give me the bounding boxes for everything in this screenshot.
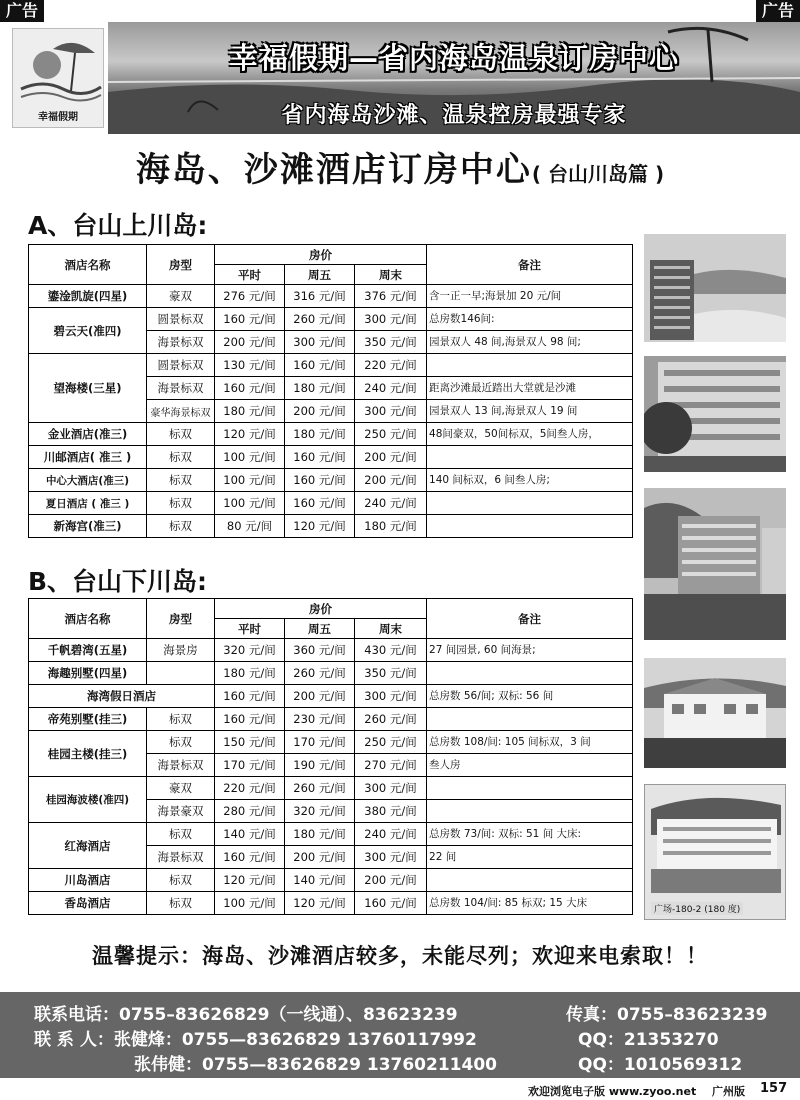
contact-phone: 联系电话：0755–83626829（一线通）、83623239 [34, 1005, 458, 1025]
hotel-name: 海趣别墅(四星) [29, 662, 147, 685]
price-weekend: 250 元/间 [355, 731, 427, 754]
table-row [29, 892, 633, 915]
note: 含一正一早;海景加 20 元/间 [427, 285, 633, 308]
room-type: 标双 [147, 515, 215, 538]
note: 27 间园景, 60 间海景; [427, 639, 633, 662]
note [427, 800, 633, 823]
hotel-name: 香岛酒店 [29, 892, 147, 915]
table-row [29, 423, 633, 446]
hotel-name: 帝苑别墅(挂三) [29, 708, 147, 731]
contact-person-2: 张伟健：0755—83626829 13760211400 [134, 1055, 497, 1075]
warm-tip: 温馨提示：海岛、沙滩酒店较多，未能尽列；欢迎来电索取！！ [92, 944, 708, 968]
room-type: 标双 [147, 423, 215, 446]
price-friday: 170 元/间 [285, 731, 355, 754]
price-weekend: 430 元/间 [355, 639, 427, 662]
hotel-name: 鎏淦凯旋(四星) [29, 285, 147, 308]
note: 距离沙滩最近踏出大堂就是沙滩 [427, 377, 633, 400]
price-friday: 180 元/间 [285, 423, 355, 446]
note: 总房数 108/间: 105 间标双，3 间 [427, 731, 633, 754]
room-type: 标双 [147, 869, 215, 892]
price-weekday: 100 元/间 [215, 492, 285, 515]
table-row [29, 685, 633, 708]
note [427, 492, 633, 515]
room-type: 海景房 [147, 639, 215, 662]
hotel-name: 川邮酒店( 准三 ) [29, 446, 147, 469]
table-row [29, 731, 633, 754]
room-type: 圆景标双 [147, 308, 215, 331]
price-weekday: 130 元/间 [215, 354, 285, 377]
table-row [29, 285, 633, 308]
price-weekday: 100 元/间 [215, 446, 285, 469]
photo-caption: 广场-180-2 (180 度) [651, 902, 743, 915]
price-weekend: 220 元/间 [355, 354, 427, 377]
contact-panel [0, 992, 800, 1078]
note: 总房数146间: [427, 308, 633, 331]
hotel-photo-building-trees [644, 356, 786, 472]
note: 园景双人 48 间,海景双人 98 间; [427, 331, 633, 354]
banner-title: 幸福假期—省内海岛温泉订房中心 [228, 41, 679, 75]
price-weekday: 200 元/间 [215, 331, 285, 354]
price-weekday: 160 元/间 [215, 377, 285, 400]
price-friday: 260 元/间 [285, 662, 355, 685]
price-weekend: 300 元/间 [355, 777, 427, 800]
price-friday: 120 元/间 [285, 515, 355, 538]
price-friday: 360 元/间 [285, 639, 355, 662]
section-b-title: B、台山下川岛: [28, 567, 208, 596]
price-friday: 260 元/间 [285, 777, 355, 800]
room-type: 豪双 [147, 285, 215, 308]
section-b-rate-table [28, 598, 633, 915]
note [427, 354, 633, 377]
contact-qq-1: QQ：21353270 [578, 1030, 719, 1050]
section-a-title: A、台山上川岛: [28, 211, 208, 240]
note: 48间豪双，50间标双，5间叁人房， [427, 423, 633, 446]
price-friday: 160 元/间 [285, 354, 355, 377]
header-weekday: 平时 [215, 265, 285, 285]
price-weekend: 200 元/间 [355, 869, 427, 892]
banner [0, 22, 800, 134]
price-friday: 200 元/间 [285, 846, 355, 869]
price-weekday: 180 元/间 [215, 662, 285, 685]
price-friday: 140 元/间 [285, 869, 355, 892]
table-row [29, 777, 633, 800]
table-row [29, 308, 633, 331]
room-type: 圆景标双 [147, 354, 215, 377]
table-row [29, 354, 633, 377]
price-weekend: 200 元/间 [355, 469, 427, 492]
price-weekday: 80 元/间 [215, 515, 285, 538]
room-type: 标双 [147, 708, 215, 731]
table-row [29, 469, 633, 492]
header-room: 房型 [147, 599, 215, 639]
price-weekend: 350 元/间 [355, 331, 427, 354]
hotel-name: 千帆碧湾(五星) [29, 639, 147, 662]
room-type [147, 662, 215, 685]
price-friday: 180 元/间 [285, 377, 355, 400]
room-type: 海景豪双 [147, 800, 215, 823]
ad-label-right: 广告 [756, 0, 800, 22]
hotel-name: 碧云天(准四) [29, 308, 147, 354]
page-title [0, 142, 800, 191]
hotel-name: 桂园海波楼(准四) [29, 777, 147, 823]
hotel-name: 金业酒店(准三) [29, 423, 147, 446]
note: 140 间标双，6 间叁人房; [427, 469, 633, 492]
page-number: 157 [760, 1081, 788, 1096]
price-weekday: 120 元/间 [215, 869, 285, 892]
price-weekday: 180 元/间 [215, 400, 285, 423]
price-weekend: 180 元/间 [355, 515, 427, 538]
room-type: 海景标双 [147, 377, 215, 400]
room-type: 标双 [147, 892, 215, 915]
note [427, 446, 633, 469]
price-weekend: 300 元/间 [355, 846, 427, 869]
note: 总房数 73/间: 双标: 51 间 大床: [427, 823, 633, 846]
page-title-suffix: ( 台山川岛篇 ) [531, 162, 665, 186]
room-type: 标双 [147, 731, 215, 754]
price-weekday: 150 元/间 [215, 731, 285, 754]
room-type: 海景标双 [147, 846, 215, 869]
price-weekday: 100 元/间 [215, 892, 285, 915]
hotel-name: 红海酒店 [29, 823, 147, 869]
page-footer [0, 1080, 800, 1100]
table-row [29, 708, 633, 731]
header-weekend: 周末 [355, 265, 427, 285]
price-weekday: 160 元/间 [215, 708, 285, 731]
hotel-name: 中心大酒店(准三) [29, 469, 147, 492]
header-hotel: 酒店名称 [29, 599, 147, 639]
room-type: 海景标双 [147, 754, 215, 777]
hotel-photo-hillside-building [644, 488, 786, 640]
table-row [29, 869, 633, 892]
price-weekend: 300 元/间 [355, 308, 427, 331]
note [427, 708, 633, 731]
room-type: 标双 [147, 446, 215, 469]
room-type: 标双 [147, 823, 215, 846]
section-a-rate-table [28, 244, 633, 538]
hotel-name: 望海楼(三星) [29, 354, 147, 423]
note [427, 662, 633, 685]
price-friday: 320 元/间 [285, 800, 355, 823]
footer-edition: 广州版 [712, 1085, 745, 1098]
price-friday: 300 元/间 [285, 331, 355, 354]
hotel-name: 桂园主楼(挂三) [29, 731, 147, 777]
price-weekend: 240 元/间 [355, 492, 427, 515]
table-row [29, 639, 633, 662]
price-weekend: 200 元/间 [355, 446, 427, 469]
price-weekend: 260 元/间 [355, 708, 427, 731]
price-friday: 160 元/间 [285, 469, 355, 492]
contact-qq-2: QQ：1010569312 [578, 1055, 743, 1075]
price-friday: 260 元/间 [285, 308, 355, 331]
price-weekday: 120 元/间 [215, 423, 285, 446]
hotel-photo-beach-tower [644, 234, 786, 342]
room-type: 标双 [147, 492, 215, 515]
table-row [29, 492, 633, 515]
note [427, 869, 633, 892]
price-weekday: 140 元/间 [215, 823, 285, 846]
price-friday: 180 元/间 [285, 823, 355, 846]
price-weekend: 300 元/间 [355, 400, 427, 423]
header-price: 房价 [215, 599, 427, 619]
banner-subtitle: 省内海岛沙滩、温泉控房最强专家 [281, 103, 627, 128]
table-row [29, 515, 633, 538]
ad-label-left: 广告 [0, 0, 44, 22]
header-note: 备注 [427, 599, 633, 639]
footer-site: 欢迎浏览电子版 www.zyoo.net [528, 1085, 697, 1098]
header-friday: 周五 [285, 265, 355, 285]
hotel-name: 新海宫(准三) [29, 515, 147, 538]
header-weekend: 周末 [355, 619, 427, 639]
hotel-name: 海湾假日酒店 [29, 685, 215, 708]
brand-logo [12, 28, 104, 128]
note: 总房数 56/间; 双标: 56 间 [427, 685, 633, 708]
note [427, 515, 633, 538]
logo-text: 幸福假期 [38, 112, 78, 123]
header-room: 房型 [147, 245, 215, 285]
price-weekend: 350 元/间 [355, 662, 427, 685]
price-friday: 120 元/间 [285, 892, 355, 915]
table-row [29, 662, 633, 685]
price-weekday: 280 元/间 [215, 800, 285, 823]
price-weekend: 240 元/间 [355, 823, 427, 846]
price-weekday: 160 元/间 [215, 308, 285, 331]
price-weekday: 320 元/间 [215, 639, 285, 662]
price-weekday: 170 元/间 [215, 754, 285, 777]
price-weekday: 220 元/间 [215, 777, 285, 800]
price-weekend: 270 元/间 [355, 754, 427, 777]
hotel-photo-villa [644, 658, 786, 768]
hotel-name: 夏日酒店 ( 准三 ) [29, 492, 147, 515]
price-friday: 160 元/间 [285, 446, 355, 469]
room-type: 海景标双 [147, 331, 215, 354]
price-weekday: 100 元/间 [215, 469, 285, 492]
table-row [29, 446, 633, 469]
page-title-text: 海岛、沙滩酒店订房中心 [135, 150, 532, 190]
header-friday: 周五 [285, 619, 355, 639]
price-weekend: 240 元/间 [355, 377, 427, 400]
price-weekday: 160 元/间 [215, 846, 285, 869]
price-friday: 200 元/间 [285, 685, 355, 708]
room-type: 标双 [147, 469, 215, 492]
contact-person-1: 联 系 人：张健烽：0755—83626829 13760117992 [34, 1030, 477, 1050]
price-weekend: 376 元/间 [355, 285, 427, 308]
hotel-name: 川岛酒店 [29, 869, 147, 892]
header-hotel: 酒店名称 [29, 245, 147, 285]
price-friday: 230 元/间 [285, 708, 355, 731]
price-friday: 200 元/间 [285, 400, 355, 423]
price-friday: 190 元/间 [285, 754, 355, 777]
price-friday: 160 元/间 [285, 492, 355, 515]
table-row [29, 823, 633, 846]
header-weekday: 平时 [215, 619, 285, 639]
note [427, 777, 633, 800]
price-friday: 316 元/间 [285, 285, 355, 308]
note: 叁人房 [427, 754, 633, 777]
header-note: 备注 [427, 245, 633, 285]
note: 22 间 [427, 846, 633, 869]
contact-fax: 传真：0755–83623239 [566, 1005, 768, 1025]
price-weekday: 160 元/间 [215, 685, 285, 708]
price-weekend: 250 元/间 [355, 423, 427, 446]
price-weekend: 160 元/间 [355, 892, 427, 915]
hotel-photo-resort-square [644, 784, 786, 920]
price-weekday: 276 元/间 [215, 285, 285, 308]
price-weekend: 380 元/间 [355, 800, 427, 823]
room-type: 豪华海景标双 [147, 400, 215, 423]
price-weekend: 300 元/间 [355, 685, 427, 708]
header-price: 房价 [215, 245, 427, 265]
note: 园景双人 13 间,海景双人 19 间 [427, 400, 633, 423]
note: 总房数 104/间: 85 标双; 15 大床 [427, 892, 633, 915]
room-type: 豪双 [147, 777, 215, 800]
